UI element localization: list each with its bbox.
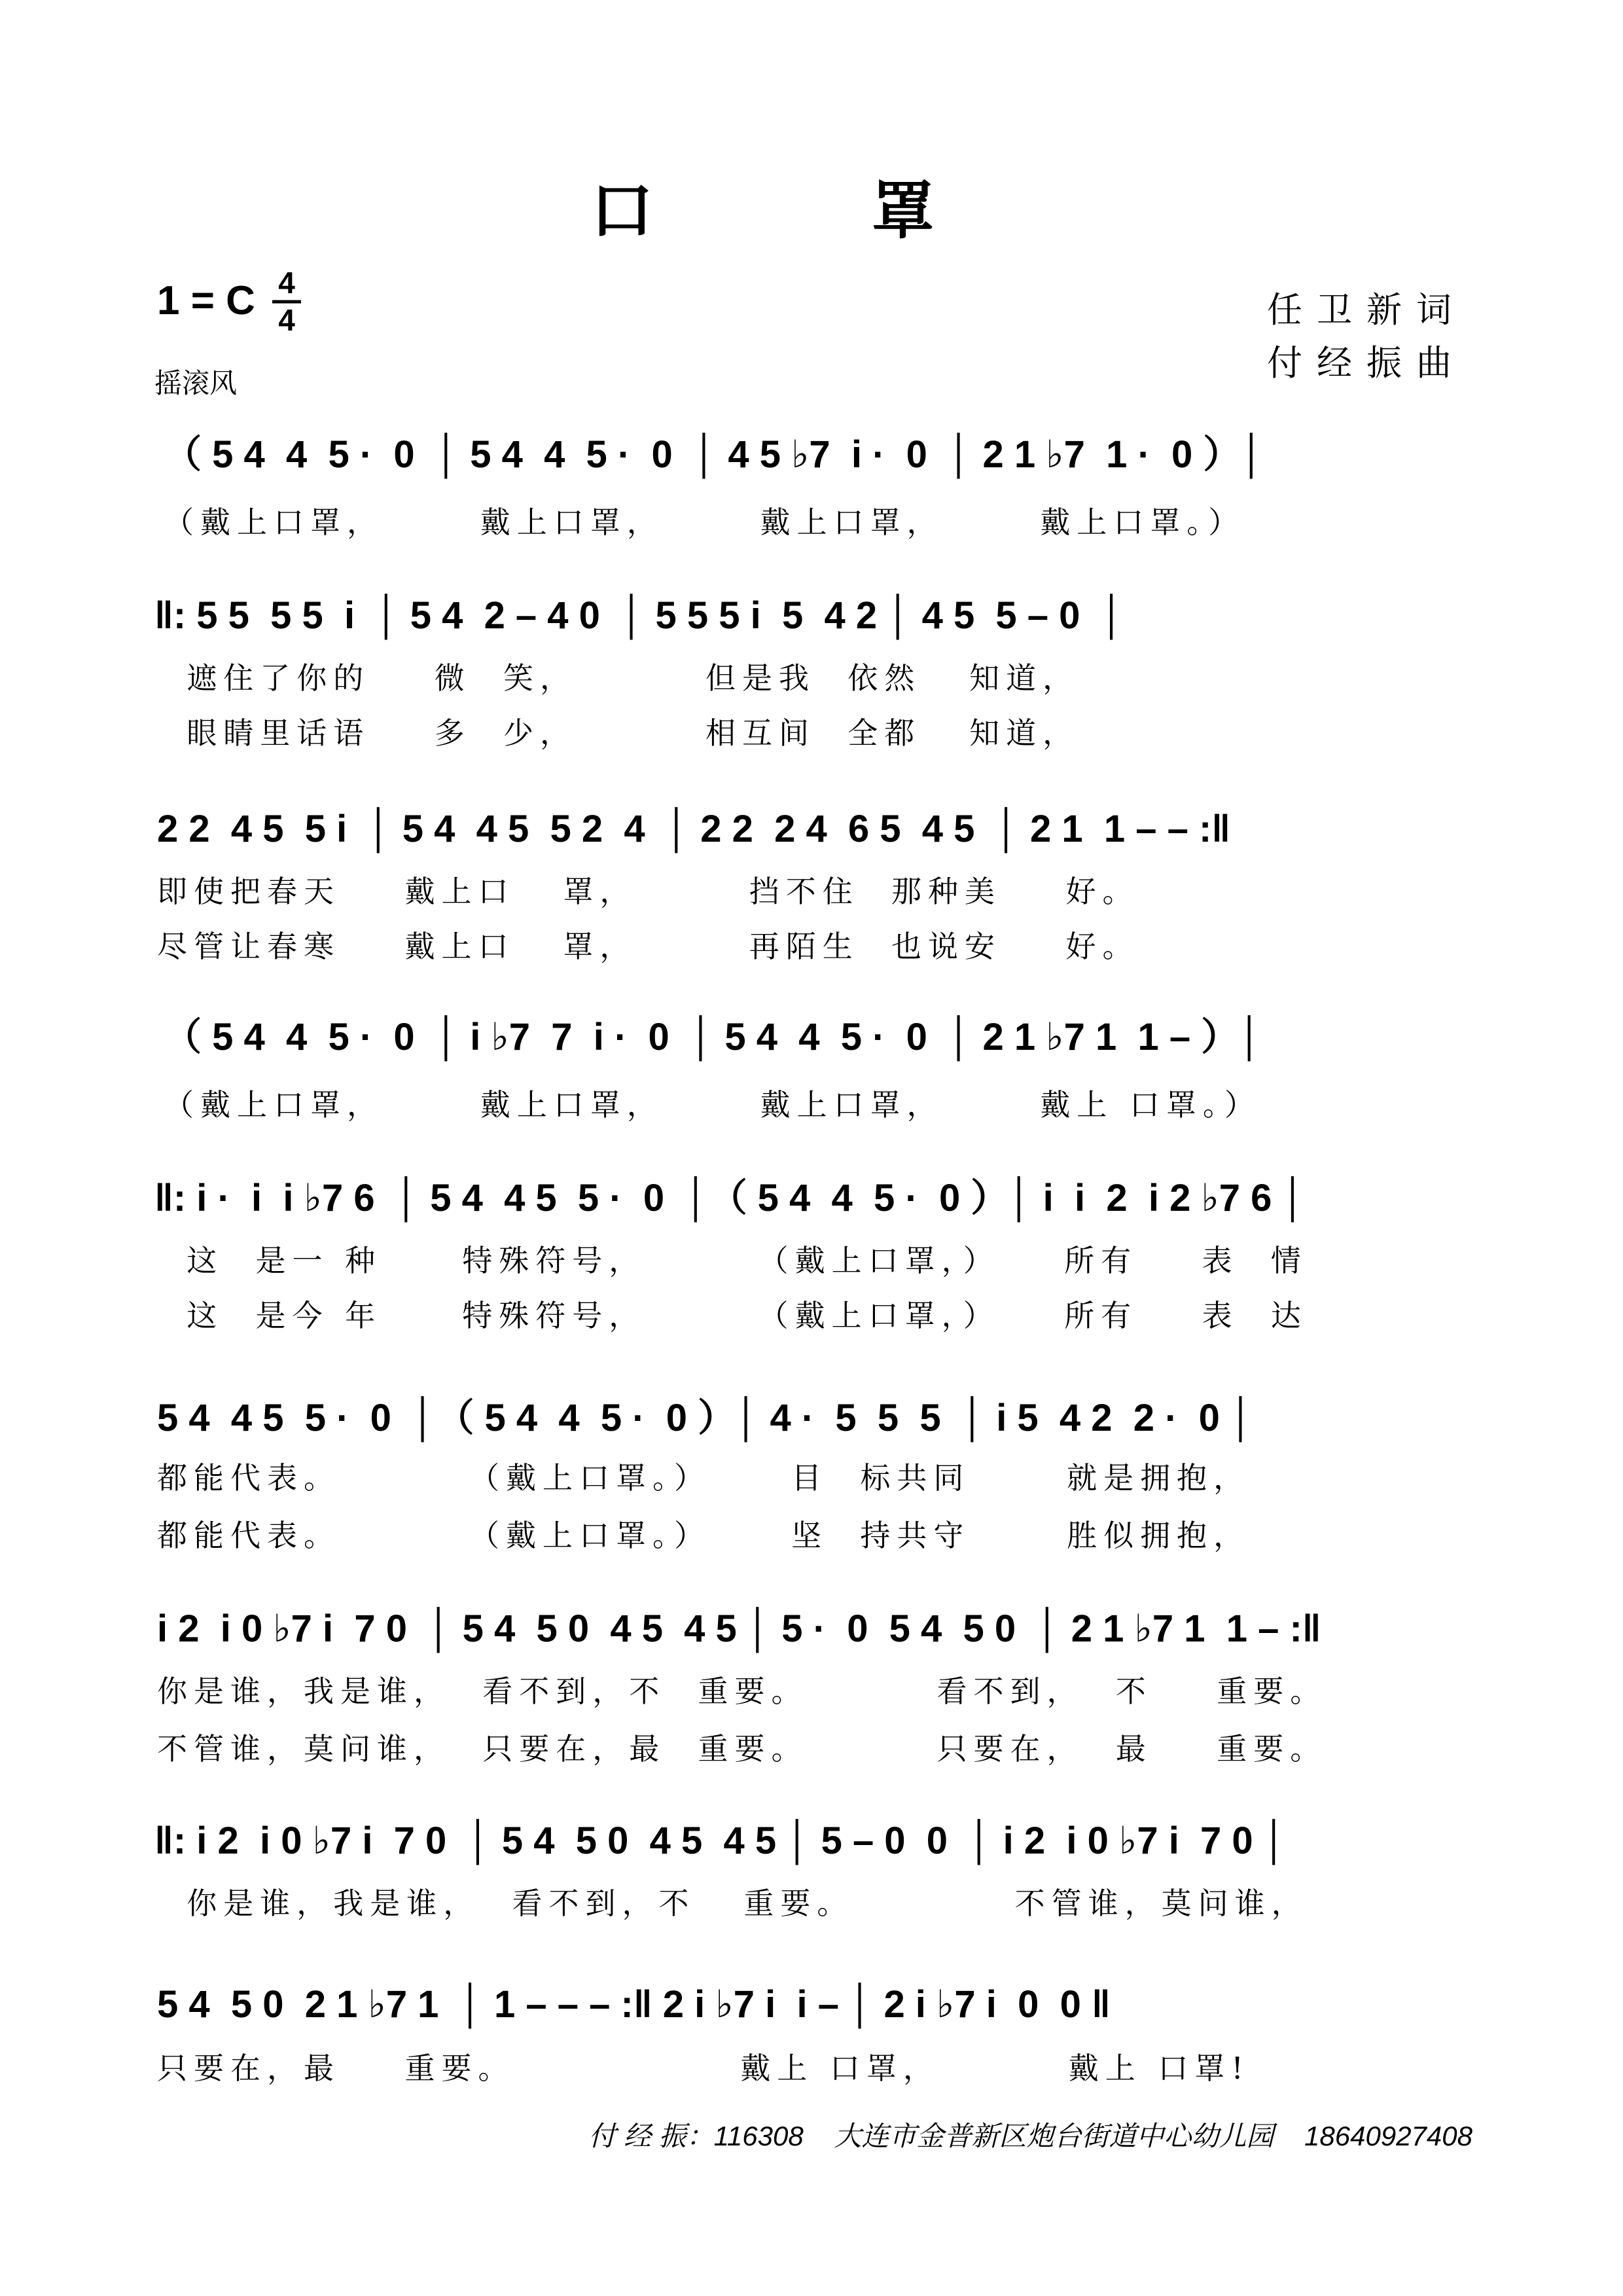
notation-line: （ 5 4 4 5 · 0 │ i ♭7 7 i · 0 │ 5 4 4 5 · 0 │ 2 1 ♭7 1 1 – ）│ — [164, 1016, 1263, 1058]
notation-line: 5 4 5 0 2 1 ♭7 1 │ 1 – – – :‖ 2 i ♭7 i i – │ 2 i ♭7 i 0 0 ‖ — [157, 1983, 1111, 2026]
meter-top: 4 — [278, 266, 295, 300]
lyric-line: （戴上口罩， 戴上口罩， 戴上口罩， 戴上口罩。） — [164, 505, 1245, 540]
footer-contact: 付 经 振：116308 大连市金普新区炮台街道中心幼儿园 18640927408 — [588, 2121, 1472, 2151]
lyric-line: 只要在，最 重要。 戴上 口罩， 戴上 口罩! — [157, 2051, 1250, 2086]
meter-bottom: 4 — [278, 303, 295, 337]
lyric-line: 遮住了你的 微 笑， 但是我 依然 知道， — [154, 660, 1080, 696]
lyric-line: 你是谁，我是谁， 看不到，不 重要。 不管谁，莫问谁， — [154, 1886, 1308, 1921]
composer-credit: 付经振曲 — [1267, 342, 1466, 384]
notation-line: 2 2 4 5 5 i │ 5 4 4 5 5 2 4 │ 2 2 2 4 6 5 4 5 │ 2 1 1 – – :‖ — [157, 808, 1231, 850]
notation-line: ‖: 5 5 5 5 i │ 5 4 2 – 4 0 │ 5 5 5 i 5 4 2 │ 4 5 5 – 0 │ — [154, 594, 1125, 637]
key-signature: 1 = C — [157, 278, 255, 323]
score-system-3 — [157, 807, 1230, 964]
lyricist-credit: 任卫新词 — [1267, 289, 1466, 331]
lyric-line: 即使把春天 戴上口 罩， 挡不住 那种美 好。 — [157, 874, 1139, 909]
score-system-4 — [164, 1015, 1262, 1122]
lyric-line: 都能代表。 （戴上口罩。） 目 标共同 就是拥抱， — [157, 1460, 1251, 1496]
score-system-6 — [157, 1396, 1254, 1553]
notation-line: ‖: i · i i ♭7 6 │ 5 4 4 5 5 · 0 │（ 5 4 4 5 · 0 ）│ i i 2 i 2 ♭7 6 │ — [154, 1177, 1306, 1219]
notation-line: i 2 i 0 ♭7 i 7 0 │ 5 4 5 0 4 5 4 5 │ 5 · 0 5 4 5 0 │ 2 1 ♭7 1 1 – :‖ — [157, 1607, 1321, 1650]
lyric-line: 这 是今 年 特殊符号， （戴上口罩，） 所有 表 达 — [154, 1298, 1308, 1333]
score-system-7 — [157, 1607, 1327, 1767]
lyric-line: 都能代表。 （戴上口罩。） 坚 持共守 胜似拥抱， — [157, 1518, 1251, 1553]
lyric-line: 不管谁，莫问谁， 只要在，最 重要。 只要在， 最 重要。 — [157, 1731, 1327, 1767]
score-system-8 — [154, 1819, 1308, 1921]
lyric-line: 这 是一 种 特殊符号， （戴上口罩，） 所有 表 情 — [154, 1243, 1308, 1278]
lyric-line: 眼睛里话语 多 少， 相互间 全都 知道， — [154, 715, 1080, 751]
tempo-style: 摇滚风 — [154, 367, 238, 399]
lyric-line: 尽管让春寒 戴上口 罩， 再陌生 也说安 好。 — [157, 929, 1139, 964]
lyric-line: （戴上口罩， 戴上口罩， 戴上口罩， 戴上 口罩。） — [164, 1087, 1261, 1122]
notation-line: ‖: i 2 i 0 ♭7 i 7 0 │ 5 4 5 0 4 5 4 5 │ 5 – 0 0 │ i 2 i 0 ♭7 i 7 0 │ — [154, 1820, 1288, 1862]
score-system-9 — [157, 1982, 1250, 2086]
song-title: 口 罩 — [590, 173, 1033, 247]
score-system-2 — [154, 594, 1125, 751]
notation-line: 5 4 4 5 5 · 0 │（ 5 4 4 5 · 0 ）│ 4 · 5 5 5 │ i 5 4 2 2 · 0 │ — [157, 1397, 1255, 1439]
score-system-5 — [154, 1176, 1308, 1333]
notation-line: （ 5 4 4 5 · 0 │ 5 4 4 5 · 0 │ 4 5 ♭7 i · 0 │ 2 1 ♭7 1 · 0 ）│ — [164, 433, 1265, 476]
score-system-1 — [164, 433, 1265, 540]
lyric-line: 你是谁，我是谁， 看不到，不 重要。 看不到， 不 重要。 — [157, 1674, 1327, 1709]
